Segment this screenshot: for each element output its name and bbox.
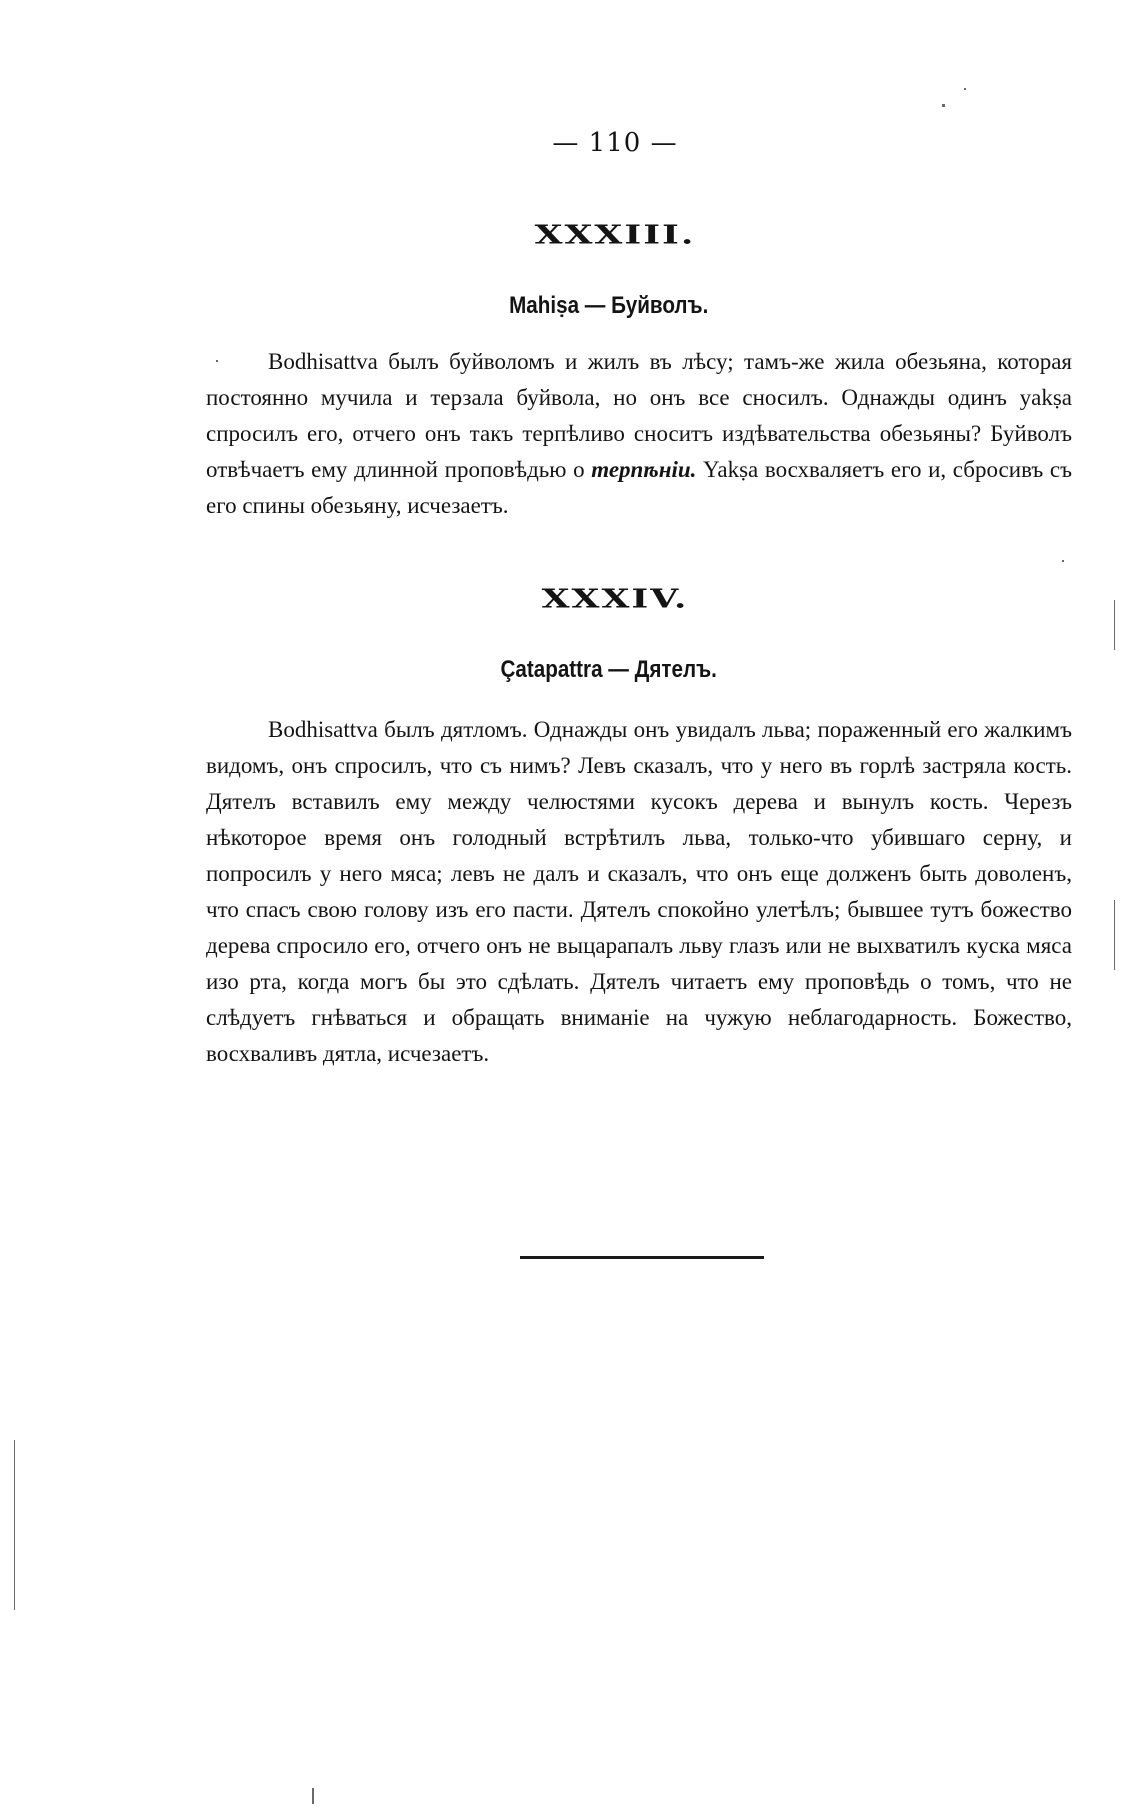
end-rule <box>520 1256 764 1259</box>
chapter-text-part: Bodhisattva былъ буйволомъ и жилъ въ лѣсу; тамъ-же жила обезьяна, которая постоянно мучила и терзала буйвола, но онъ все сносилъ. Однажды одинъ yakṣa спросилъ его, отчего онъ такъ терпѣливо сноситъ издѣвательства обезьяны? Буйволъ отвѣчаетъ ему длинной проповѣдью о <box>206 349 1072 482</box>
chapter-text-mahisa <box>206 344 1072 524</box>
scan-artifact <box>216 360 218 362</box>
scan-artifact <box>1114 600 1115 650</box>
scan-artifact <box>964 88 966 90</box>
scan-artifact <box>942 104 945 107</box>
scan-artifact <box>312 1788 314 1804</box>
scan-artifact <box>14 1440 15 1610</box>
emphasized-word: терпѣніи. <box>591 457 697 482</box>
chapter-numeral-xxxiii: XXXIII. <box>534 219 696 251</box>
chapter-text-catapattra: Bodhisattva былъ дятломъ. Однажды онъ увидалъ льва; пораженный его жалкимъ видомъ, онъ спросилъ, что съ нимъ? Левъ сказалъ, что у него въ горлѣ застряла кость. Дятелъ вставилъ ему между челюстями кусокъ дерева и вынулъ кость. Черезъ нѣкоторое время онъ голодный встрѣтилъ льва, только-что убившаго серну, и попросилъ у него мяса; левъ не далъ и сказалъ, что онъ еще долженъ быть доволенъ, что спасъ свою голову изъ его пасти. Дятелъ спокойно улетѣлъ; бывшее тутъ божество дерева спросило его, отчего онъ не выцарапалъ льву глазъ или не выхватилъ куска мяса изо рта, когда могъ бы это сдѣлать. Дятелъ читаетъ ему проповѣдь о томъ, что не слѣдуетъ гнѣваться и обращать вниманіе на чужую неблагодарность. Божество, восхваливъ дятла, исчезаетъ. <box>206 717 1072 1066</box>
chapter-text-part: Yakṣa восхваляетъ его и, сбросивъ съ его спины обезьяну, исчезаетъ. <box>206 457 1072 518</box>
scan-artifact <box>1062 560 1064 562</box>
chapter-title-catapattra: Çatapattra — Дятелъ. <box>500 656 717 683</box>
chapter-title-mahisa: Mahiṣa — Буйволъ. <box>509 292 709 319</box>
scan-artifact <box>1114 900 1115 970</box>
chapter-numeral-xxxiv: XXXIV. <box>541 583 689 615</box>
page-number: — 110 — <box>552 128 678 158</box>
